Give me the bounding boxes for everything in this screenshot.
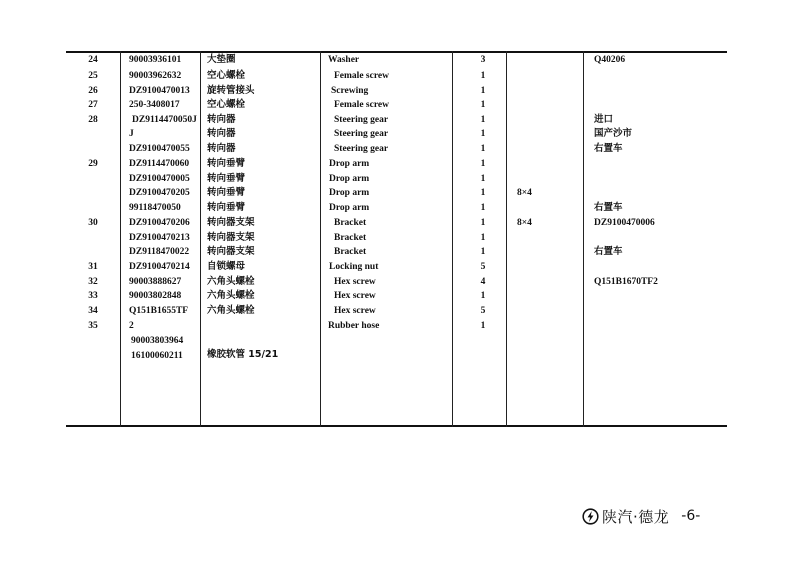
parts-table xyxy=(66,51,727,427)
part-number: 2 xyxy=(129,321,134,331)
brand-name: 陕汽·德龙 xyxy=(602,507,670,526)
chinese-name: 自锁螺母 xyxy=(207,261,246,272)
quantity: 1 xyxy=(480,159,486,169)
chinese-name: 转向器 xyxy=(207,128,236,139)
column-divider xyxy=(320,51,321,427)
quantity: 1 xyxy=(480,144,486,154)
chinese-name: 转向器 xyxy=(207,114,236,125)
chinese-name: 空心螺栓 xyxy=(207,99,246,110)
part-number: DZ9100470213 xyxy=(129,233,190,243)
part-number: 250-3408017 xyxy=(129,100,180,110)
quantity: 1 xyxy=(480,203,486,213)
part-number: 90003888627 xyxy=(129,277,182,287)
quantity: 1 xyxy=(480,188,486,198)
part-number: 90003802848 xyxy=(129,291,182,301)
item-number: 33 xyxy=(88,291,98,301)
spec-note: 8×4 xyxy=(517,188,532,198)
page-number: -6- xyxy=(681,508,701,524)
quantity: 1 xyxy=(480,291,486,301)
part-number: DZ9114470050J xyxy=(132,115,197,125)
chinese-name: 六角头螺栓 xyxy=(207,276,255,287)
english-name: Female screw xyxy=(334,71,389,81)
quantity: 1 xyxy=(480,71,486,81)
remark: Q40206 xyxy=(594,55,626,65)
english-name: Bracket xyxy=(334,247,367,257)
chinese-name: 橡胶软管 15/21 xyxy=(207,349,279,360)
part-number: DZ9100470013 xyxy=(129,86,190,96)
part-number: 16100060211 xyxy=(131,351,183,361)
item-number: 30 xyxy=(88,218,98,228)
column-divider xyxy=(200,51,201,427)
chinese-name: 转向垂臂 xyxy=(207,158,246,169)
part-number: DZ9118470022 xyxy=(129,247,190,257)
english-name: Steering gear xyxy=(334,115,389,125)
chinese-name: 旋转管接头 xyxy=(207,85,255,96)
chinese-name: 六角头螺栓 xyxy=(207,290,255,301)
english-name: Screwing xyxy=(331,86,369,96)
part-number: 90003936101 xyxy=(129,55,182,65)
part-number: J xyxy=(129,129,134,139)
chinese-name: 大垫圈 xyxy=(207,54,236,65)
item-number: 25 xyxy=(88,71,98,81)
chinese-name: 空心螺栓 xyxy=(207,70,246,81)
quantity: 1 xyxy=(480,174,486,184)
remark: Q151B1670TF2 xyxy=(594,277,658,287)
english-name: Locking nut xyxy=(329,262,379,272)
column-divider xyxy=(583,51,584,427)
quantity: 5 xyxy=(480,262,486,272)
quantity: 1 xyxy=(480,129,486,139)
item-number: 34 xyxy=(88,306,98,316)
remark: DZ9100470006 xyxy=(594,218,655,228)
remark: 右置车 xyxy=(594,143,623,154)
item-number: 31 xyxy=(88,262,98,272)
part-number: Q151B1655TF xyxy=(129,306,189,316)
quantity: 1 xyxy=(480,247,486,257)
english-name: Hex screw xyxy=(334,277,376,287)
part-number: 90003803964 xyxy=(131,336,184,346)
page-footer xyxy=(582,506,700,526)
quantity: 1 xyxy=(480,100,486,110)
quantity: 4 xyxy=(480,277,486,287)
chinese-name: 转向垂臂 xyxy=(207,187,246,198)
english-name: Drop arm xyxy=(329,203,370,213)
english-name: Steering gear xyxy=(334,144,389,154)
english-name: Steering gear xyxy=(334,129,389,139)
part-number: DZ9114470060 xyxy=(129,159,190,169)
item-number: 35 xyxy=(88,321,98,331)
quantity: 3 xyxy=(480,55,486,65)
part-number: DZ9100470005 xyxy=(129,174,190,184)
chinese-name: 转向垂臂 xyxy=(207,202,246,213)
quantity: 1 xyxy=(480,86,486,96)
chinese-name: 转向器支架 xyxy=(207,217,255,228)
item-number: 32 xyxy=(88,277,98,287)
part-number: DZ9100470205 xyxy=(129,188,190,198)
item-number: 26 xyxy=(88,86,98,96)
english-name: Female screw xyxy=(334,100,389,110)
remark: 进口 xyxy=(594,114,614,125)
english-name: Hex screw xyxy=(334,291,376,301)
part-number: DZ9100470206 xyxy=(129,218,190,228)
english-name: Bracket xyxy=(334,233,367,243)
item-number: 28 xyxy=(88,115,98,125)
column-divider xyxy=(120,51,121,427)
quantity: 1 xyxy=(480,321,486,331)
remark: 右置车 xyxy=(594,202,623,213)
table-bottom-rule xyxy=(66,425,727,427)
english-name: Washer xyxy=(328,55,360,65)
chinese-name: 六角头螺栓 xyxy=(207,305,255,316)
item-number: 29 xyxy=(88,159,98,169)
quantity: 1 xyxy=(480,218,486,228)
chinese-name: 转向器支架 xyxy=(207,232,255,243)
chinese-name: 转向器支架 xyxy=(207,246,255,257)
part-number: DZ9100470055 xyxy=(129,144,190,154)
english-name: Hex screw xyxy=(334,306,376,316)
remark: 国产沙市 xyxy=(594,128,633,139)
item-number: 27 xyxy=(88,100,98,110)
item-number: 24 xyxy=(88,55,98,65)
english-name: Rubber hose xyxy=(328,321,380,331)
quantity: 1 xyxy=(480,233,486,243)
chinese-name: 转向垂臂 xyxy=(207,173,246,184)
english-name: Bracket xyxy=(334,218,367,228)
remark: 右置车 xyxy=(594,246,623,257)
quantity: 5 xyxy=(480,306,486,316)
spec-note: 8×4 xyxy=(517,218,532,228)
english-name: Drop arm xyxy=(329,159,370,169)
shaanxi-lightning-logo-icon xyxy=(582,508,599,525)
english-name: Drop arm xyxy=(329,188,370,198)
chinese-name: 转向器 xyxy=(207,143,236,154)
part-number: 90003962632 xyxy=(129,71,182,81)
english-name: Drop arm xyxy=(329,174,370,184)
quantity: 1 xyxy=(480,115,486,125)
part-number: DZ9100470214 xyxy=(129,262,190,272)
part-number: 99118470050 xyxy=(129,203,181,213)
